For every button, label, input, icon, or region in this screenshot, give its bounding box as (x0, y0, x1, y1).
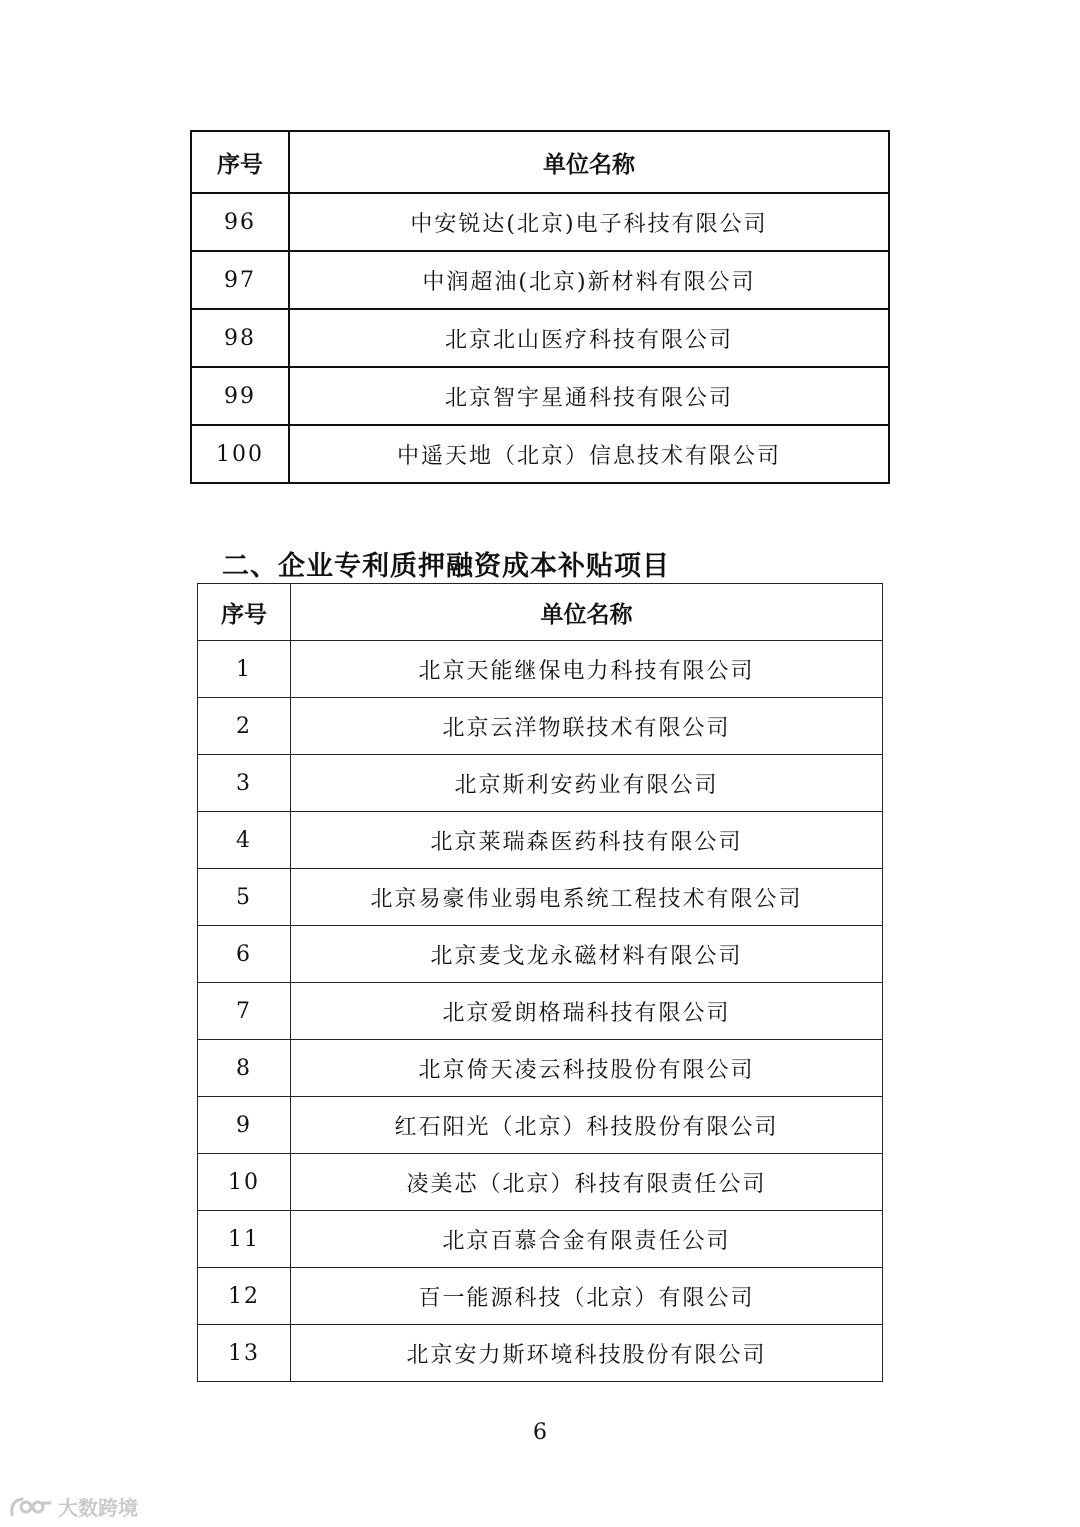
table-header-row (191, 131, 889, 193)
row-company-name: 北京爱朗格瑞科技有限公司 (291, 983, 883, 1040)
table-row (198, 1211, 883, 1268)
watermark-text: 大数跨境 (58, 1496, 138, 1520)
column-header-name: 单位名称 (289, 131, 889, 193)
row-index: 98 (191, 309, 289, 367)
column-header-name: 单位名称 (291, 584, 883, 641)
row-index: 96 (191, 193, 289, 251)
row-index: 1 (198, 641, 291, 698)
table-row (198, 755, 883, 812)
table-row (198, 812, 883, 869)
table-row (198, 1268, 883, 1325)
page-number: 6 (533, 1420, 547, 1445)
row-index: 2 (198, 698, 291, 755)
row-index: 8 (198, 1040, 291, 1097)
table-row (191, 367, 889, 425)
table-header-row (198, 584, 883, 641)
patent-pledge-subsidy-table (197, 583, 883, 1382)
row-index: 97 (191, 251, 289, 309)
row-index: 7 (198, 983, 291, 1040)
row-company-name: 北京斯利安药业有限公司 (291, 755, 883, 812)
company-table-continued (190, 130, 890, 484)
row-company-name: 北京天能继保电力科技有限公司 (291, 641, 883, 698)
row-index: 10 (198, 1154, 291, 1211)
table-row (198, 926, 883, 983)
row-company-name: 红石阳光（北京）科技股份有限公司 (291, 1097, 883, 1154)
row-company-name: 中安锐达(北京)电子科技有限公司 (289, 193, 889, 251)
row-company-name: 北京安力斯环境科技股份有限公司 (291, 1325, 883, 1382)
row-index: 4 (198, 812, 291, 869)
table-row (198, 1097, 883, 1154)
brand-logo-icon (8, 1495, 52, 1519)
table-row (198, 1040, 883, 1097)
table-row (198, 869, 883, 926)
row-company-name: 北京智宇星通科技有限公司 (289, 367, 889, 425)
row-index: 13 (198, 1325, 291, 1382)
section-heading: 二、企业专利质押融资成本补贴项目 (222, 551, 670, 582)
row-index: 5 (198, 869, 291, 926)
table-row (198, 641, 883, 698)
row-company-name: 北京倚天凌云科技股份有限公司 (291, 1040, 883, 1097)
table-row (191, 193, 889, 251)
row-company-name: 北京云洋物联技术有限公司 (291, 698, 883, 755)
row-company-name: 中遥天地（北京）信息技术有限公司 (289, 425, 889, 483)
row-index: 99 (191, 367, 289, 425)
row-company-name: 北京百慕合金有限责任公司 (291, 1211, 883, 1268)
table-row (191, 309, 889, 367)
row-index: 12 (198, 1268, 291, 1325)
row-company-name: 北京莱瑞森医药科技有限公司 (291, 812, 883, 869)
row-company-name: 百一能源科技（北京）有限公司 (291, 1268, 883, 1325)
table-row (198, 983, 883, 1040)
row-company-name: 北京麦戈龙永磁材料有限公司 (291, 926, 883, 983)
row-company-name: 北京易豪伟业弱电系统工程技术有限公司 (291, 869, 883, 926)
column-header-index: 序号 (198, 584, 291, 641)
row-index: 11 (198, 1211, 291, 1268)
table-row (191, 251, 889, 309)
row-company-name: 中润超油(北京)新材料有限公司 (289, 251, 889, 309)
row-company-name: 北京北山医疗科技有限公司 (289, 309, 889, 367)
row-company-name: 凌美芯（北京）科技有限责任公司 (291, 1154, 883, 1211)
table-row (191, 425, 889, 483)
watermark (8, 1492, 138, 1521)
table-row (198, 698, 883, 755)
table-row (198, 1325, 883, 1382)
column-header-index: 序号 (191, 131, 289, 193)
row-index: 3 (198, 755, 291, 812)
row-index: 100 (191, 425, 289, 483)
table-row (198, 1154, 883, 1211)
row-index: 6 (198, 926, 291, 983)
row-index: 9 (198, 1097, 291, 1154)
